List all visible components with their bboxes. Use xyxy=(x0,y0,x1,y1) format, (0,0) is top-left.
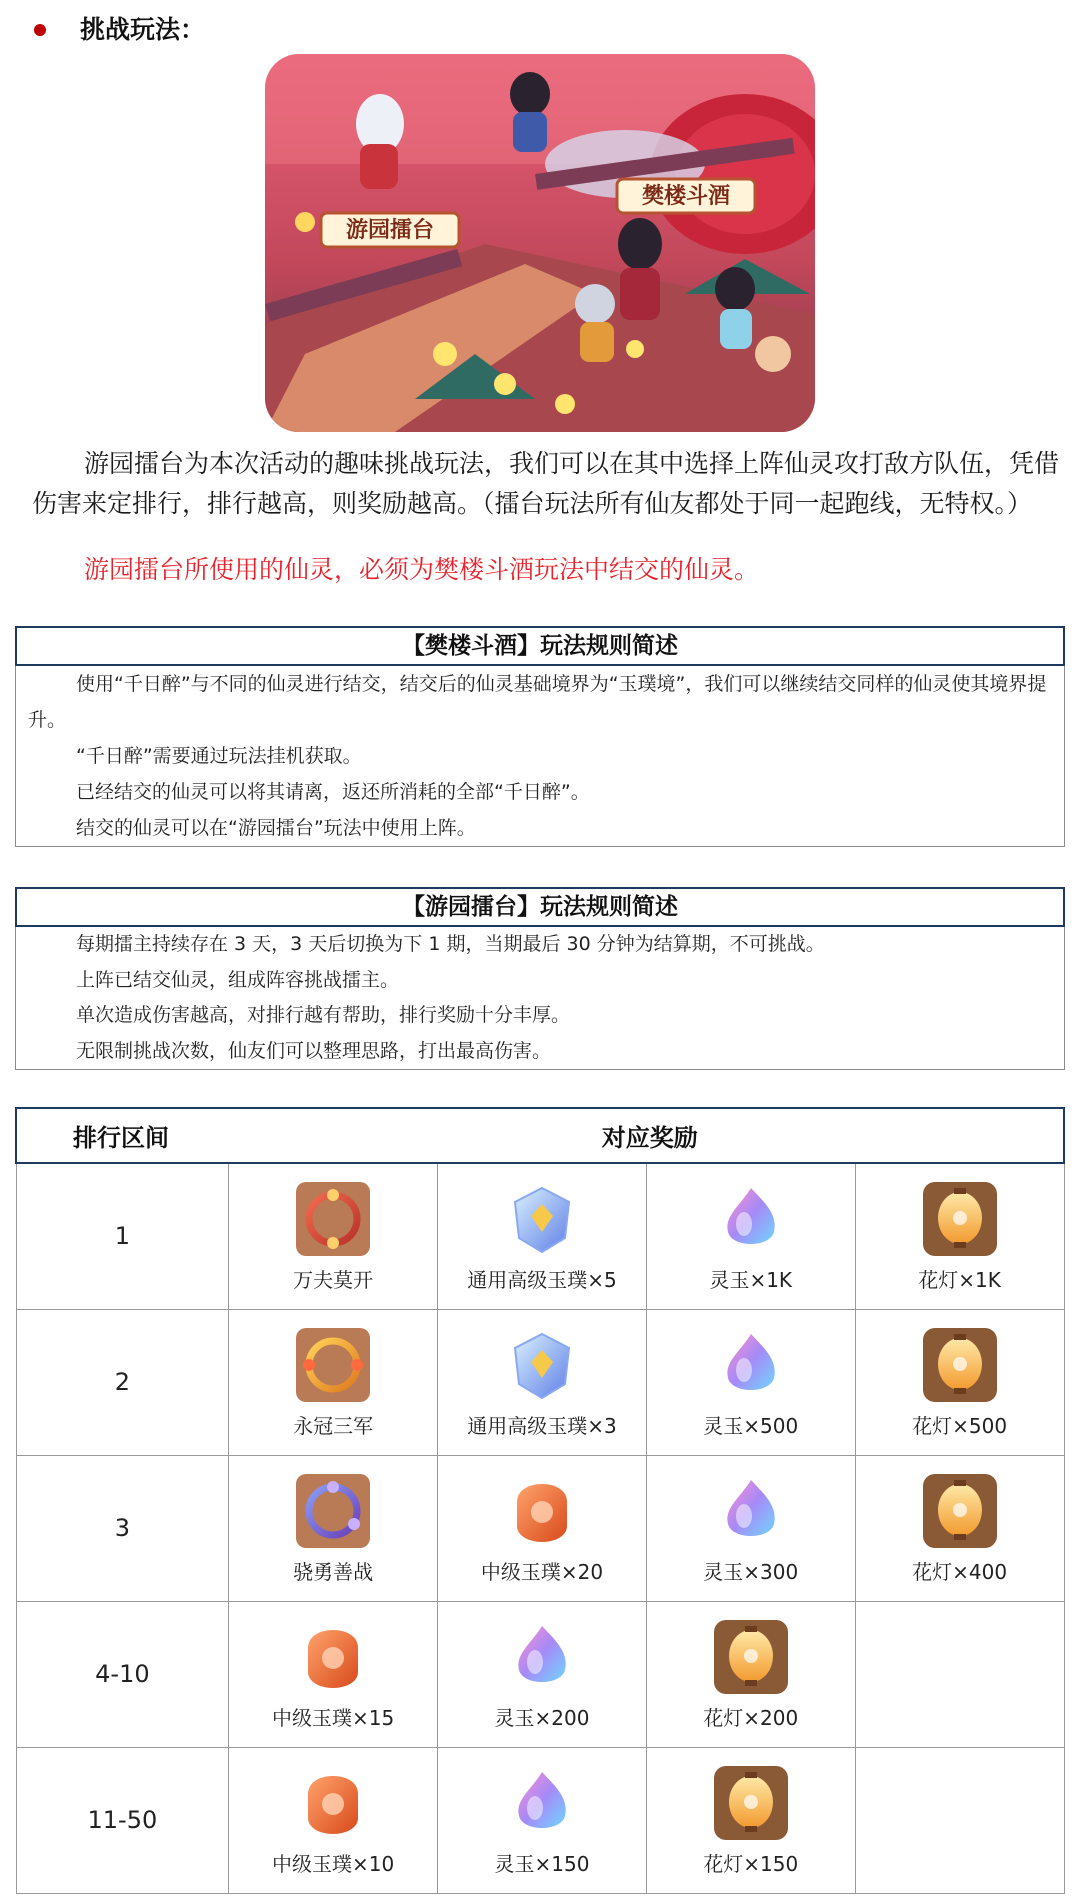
header-reward: 对应奖励 xyxy=(229,1108,1064,1163)
reward-item-label: 花灯×150 xyxy=(703,1852,799,1876)
header-rank: 排行区间 xyxy=(16,1108,229,1163)
reward-item-label: 灵玉×200 xyxy=(494,1706,590,1730)
intro-notice: 游园擂台所使用的仙灵，必须为樊楼斗酒玩法中结交的仙灵。 xyxy=(84,555,760,584)
rank-range: 2 xyxy=(16,1309,229,1455)
spirit-jade-icon xyxy=(712,1180,790,1258)
rules-youyuan-line: 单次造成伤害越高，对排行越有帮助，排行奖励十分丰厚。 xyxy=(76,1004,571,1026)
rank-range: 4-10 xyxy=(16,1601,229,1747)
reward-item-label: 万夫莫开 xyxy=(293,1268,374,1293)
reward-item-label: 通用高级玉璞×3 xyxy=(467,1414,617,1438)
reward-item xyxy=(438,1163,647,1309)
reward-item xyxy=(855,1309,1064,1455)
rank-range: 1 xyxy=(16,1163,229,1309)
rules-youyuan-line: 上阵已结交仙灵，组成阵容挑战擂主。 xyxy=(76,968,400,991)
reward-table-body xyxy=(16,1163,1064,1893)
bracelet-purple-icon xyxy=(294,1472,372,1550)
banner-label-fanlou: 樊楼斗酒 xyxy=(641,183,731,209)
reward-item-label: 中级玉璞×20 xyxy=(480,1560,604,1584)
rules-fanlou-line: 使用“千日醉”与不同的仙灵进行结交，结交后的仙灵基础境界为“玉璞境”，我们可以继续结交同样的仙灵使其境界提升。 xyxy=(28,673,1047,731)
bracelet-gold-icon xyxy=(294,1326,372,1404)
empty-cell xyxy=(855,1601,1064,1747)
reward-item xyxy=(229,1309,438,1455)
lantern-icon xyxy=(712,1764,790,1842)
reward-item xyxy=(855,1455,1064,1601)
rules-youyuan-line: 无限制挑战次数，仙友们可以整理思路，打出最高伤害。 xyxy=(76,1039,552,1062)
rules-fanlou-line: “千日醉”需要通过玩法挂机获取。 xyxy=(76,745,362,767)
reward-item-label: 花灯×1K xyxy=(918,1268,1001,1293)
bullet-point xyxy=(34,24,46,36)
jade-crystal-icon xyxy=(503,1326,581,1404)
jade-crystal-icon xyxy=(503,1180,581,1258)
reward-row xyxy=(16,1309,1064,1455)
reward-item-label: 灵玉×500 xyxy=(703,1414,799,1438)
rules-fanlou-line: 已经结交的仙灵可以将其请离，返还所消耗的全部“千日醉”。 xyxy=(76,781,590,803)
reward-item xyxy=(229,1163,438,1309)
rules-youyuan-line: 每期擂主持续存在 3 天，3 天后切换为下 1 期，当期最后 30 分钟为结算期，不可挑战。 xyxy=(76,933,825,955)
empty-cell xyxy=(855,1747,1064,1893)
reward-item xyxy=(229,1455,438,1601)
reward-row xyxy=(16,1747,1064,1893)
lantern-icon xyxy=(712,1618,790,1696)
reward-item xyxy=(646,1747,855,1893)
spirit-jade-icon xyxy=(503,1618,581,1696)
intro-paragraph: 游园擂台为本次活动的趣味挑战玩法，我们可以在其中选择上阵仙灵攻打敌方队伍，凭借伤害来定排行，排行越高，则奖励越高。（擂台玩法所有仙友都处于同一起跑线，无特权。） xyxy=(32,449,1060,518)
jade-orange-icon xyxy=(294,1764,372,1842)
jade-orange-icon xyxy=(294,1618,372,1696)
reward-item xyxy=(438,1747,647,1893)
banner-label-youyuan: 游园擂台 xyxy=(345,217,435,243)
lantern-icon xyxy=(921,1326,999,1404)
reward-item-label: 通用高级玉璞×5 xyxy=(467,1268,617,1293)
reward-item xyxy=(438,1455,647,1601)
reward-table xyxy=(15,1107,1065,1894)
event-banner-image xyxy=(265,54,815,432)
reward-item-label: 中级玉璞×15 xyxy=(272,1706,395,1730)
rules-fanlou-line: 结交的仙灵可以在“游园擂台”玩法中使用上阵。 xyxy=(76,817,476,839)
reward-item xyxy=(229,1747,438,1893)
reward-row xyxy=(16,1601,1064,1747)
bracelet-red-icon xyxy=(294,1180,372,1258)
rules-youyuan-box xyxy=(15,887,1065,1070)
reward-item xyxy=(855,1163,1064,1309)
reward-item-label: 灵玉×150 xyxy=(494,1852,590,1876)
reward-item xyxy=(438,1309,647,1455)
lantern-icon xyxy=(921,1472,999,1550)
jade-orange-icon xyxy=(503,1472,581,1550)
reward-item-label: 花灯×500 xyxy=(912,1414,1008,1438)
reward-item xyxy=(646,1455,855,1601)
spirit-jade-icon xyxy=(712,1326,790,1404)
section-title: 挑战玩法： xyxy=(80,15,206,44)
reward-item-label: 永冠三军 xyxy=(293,1414,374,1438)
rules-fanlou-title: 【樊楼斗酒】玩法规则简述 xyxy=(15,626,1065,666)
spirit-jade-icon xyxy=(712,1472,790,1550)
spirit-jade-icon xyxy=(503,1764,581,1842)
reward-item-label: 花灯×400 xyxy=(912,1560,1008,1584)
lantern-icon xyxy=(921,1180,999,1258)
rank-range: 3 xyxy=(16,1455,229,1601)
reward-item-label: 中级玉璞×10 xyxy=(272,1852,395,1876)
reward-item-label: 花灯×200 xyxy=(703,1706,799,1730)
reward-item xyxy=(438,1601,647,1747)
reward-item xyxy=(646,1309,855,1455)
reward-item xyxy=(646,1163,855,1309)
reward-row xyxy=(16,1455,1064,1601)
reward-item xyxy=(229,1601,438,1747)
rules-fanlou-box xyxy=(15,626,1065,847)
reward-item xyxy=(646,1601,855,1747)
reward-item-label: 骁勇善战 xyxy=(293,1560,374,1584)
reward-item-label: 灵玉×300 xyxy=(703,1560,799,1584)
rank-range: 11-50 xyxy=(16,1747,229,1893)
reward-table-header xyxy=(16,1108,1064,1163)
reward-row xyxy=(16,1163,1064,1309)
reward-item-label: 灵玉×1K xyxy=(709,1268,793,1293)
rules-youyuan-title: 【游园擂台】玩法规则简述 xyxy=(15,887,1065,927)
